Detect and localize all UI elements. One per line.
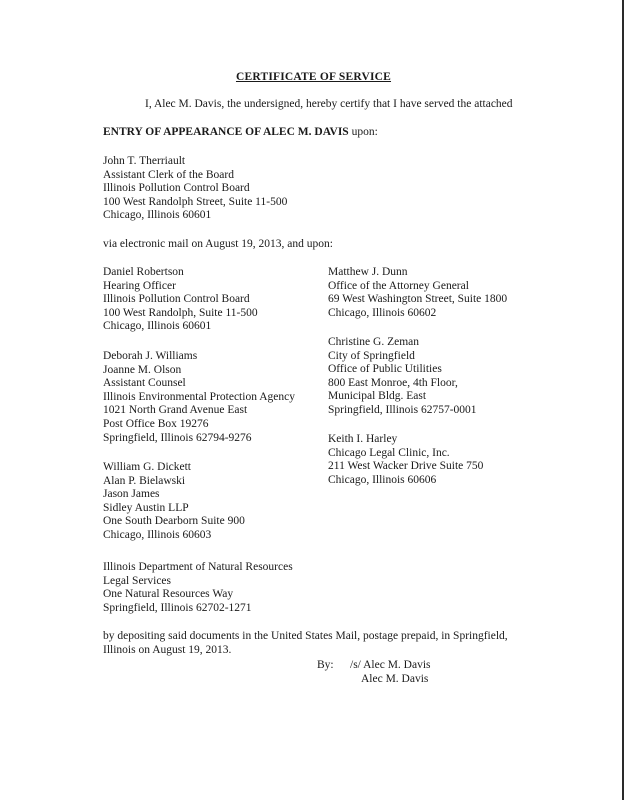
recipient-line: Chicago, Illinois 60602 [328,306,437,319]
certify-line: I, Alec M. Davis, the undersigned, hereby certify that I have served the attached [145,98,513,110]
recipient-line: William G. Dickett [103,461,192,473]
recipient-line: Assistant Counsel [103,377,186,390]
recipient-line: Municipal Bldg. East [328,390,427,403]
recipient-line: Chicago Legal Clinic, Inc. [328,446,450,459]
primary-recipient-line: Illinois Pollution Control Board [103,182,250,195]
primary-recipient-line: 100 West Randolph Street, Suite 11-500 [103,195,288,208]
recipient-line: Deborah J. Williams [103,350,198,362]
recipient-line: Sidley Austin LLP [103,501,189,514]
recipient-line: Springfield, Illinois 62702-1271 [103,601,252,614]
recipient-block-robertson [103,266,258,334]
recipient-line: 211 West Wacker Drive Suite 750 [328,460,484,473]
primary-recipient-block [103,155,287,223]
recipient-line: Legal Services [103,574,172,587]
recipient-line: 69 West Washington Street, Suite 1800 [328,293,508,306]
recipient-line: Office of the Attorney General [328,279,469,292]
recipient-line: Illinois Department of Natural Resources [103,561,293,573]
recipient-block-dunn [328,266,507,320]
recipient-line: One South Dearborn Suite 900 [103,515,245,528]
recipient-line: Chicago, Illinois 60601 [103,320,212,333]
recipient-line: 1021 North Grand Avenue East [103,404,248,417]
recipient-line: Illinois Environmental Protection Agency [103,390,295,403]
primary-recipient-line: Chicago, Illinois 60601 [103,209,212,222]
recipient-line: Illinois Pollution Control Board [103,293,250,306]
signature-by-label: By: [317,659,334,671]
recipient-block-harley [328,433,483,487]
recipient-line: Springfield, Illinois 62757-0001 [328,403,477,416]
recipient-line: Keith I. Harley [328,433,398,445]
recipient-line: Matthew J. Dunn [328,266,408,278]
recipient-line: Alan P. Bielawski [103,474,186,487]
recipient-block-zeman [328,336,477,418]
primary-recipient-line: John T. Therriault [103,155,186,167]
recipient-block-idnr [103,561,293,615]
recipient-line: Daniel Robertson [103,266,184,278]
document-title: CERTIFICATE OF SERVICE [235,71,392,83]
recipient-line: 100 West Randolph, Suite 11-500 [103,306,258,319]
recipient-line: Office of Public Utilities [328,363,442,376]
recipient-line: Jason James [103,488,160,501]
recipient-line: Joanne M. Olson [103,363,182,376]
recipient-line: Chicago, Illinois 60606 [328,473,437,486]
recipient-block-williams [103,350,295,445]
recipient-block-dickett [103,461,245,543]
signature-signed: /s/ Alec M. Davis [350,659,431,671]
page-edge-divider [622,0,624,800]
entry-suffix: upon: [348,126,378,138]
recipient-line: Christine G. Zeman [328,336,420,348]
mail-line-2: Illinois on August 19, 2013. [103,644,232,656]
signature-printed-name: Alec M. Davis [361,673,429,685]
recipient-line: Post Office Box 19276 [103,417,209,430]
recipient-line: 800 East Monroe, 4th Floor, [328,376,458,389]
recipient-line: Springfield, Illinois 62794-9276 [103,431,252,444]
mail-line-1: by depositing said documents in the United States Mail, postage prepaid, in Springfield, [103,630,508,642]
primary-recipient-line: Assistant Clerk of the Board [103,168,234,181]
recipient-line: Hearing Officer [103,279,176,292]
recipient-line: City of Springfield [328,349,415,362]
recipient-line: Chicago, Illinois 60603 [103,528,212,541]
entry-of-appearance-title: ENTRY OF APPEARANCE OF ALEC M. DAVIS [103,126,349,138]
entry-line [103,126,378,140]
recipient-line: One Natural Resources Way [103,588,234,601]
via-line: via electronic mail on August 19, 2013, and upon: [103,238,333,250]
